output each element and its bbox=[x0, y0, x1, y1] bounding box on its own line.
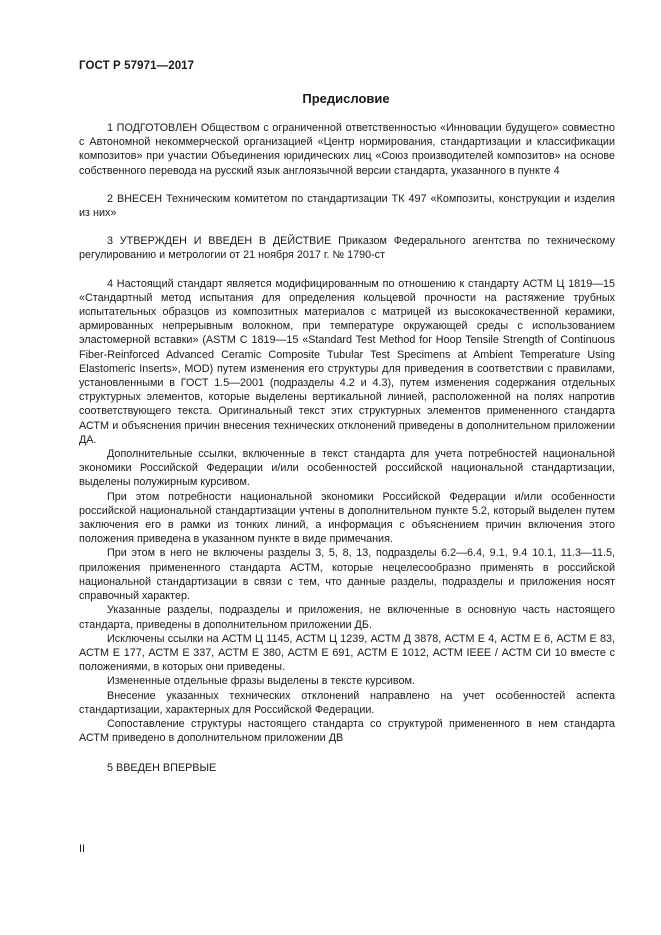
paragraph-national-needs: При этом потребности национальной экономики Российской Федерации и/или особенности российской национальной стандартизации учтены в дополнительном пункте 5.2, который выделен путем заключения его в рамки из тонких линий, а информация с объяснением причин включения этого положения приведена в указанном пункте в виде примечания. bbox=[79, 490, 615, 546]
paragraph-introduced-first: 5 ВВЕДЕН ВПЕРВЫЕ bbox=[107, 762, 217, 775]
paragraph-modification: 4 Настоящий стандарт является модифицированным по отношению к стандарту АСТМ Ц 1819—15 «Стандартный метод испытания для определения кольцевой прочности на растяжение трубных испытательных образцов из композитных материалов с матрицей из высококачественной керамики, армированных непрерывным волокном, при температуре окружающей среды с использованием эластомерной вставки» (ASTM C 1819—15 «Standard Test Method for Hoop Tensile Strength of Continuous Fiber-Reinforced Advanced Ceramic Composite Tubular Test Specimens at Ambient Temperature Using Elastomeric Inserts», MOD) путем изменения его структуры для приведения в соответствии с правилами, установленными в ГОСТ 1.5—2001 (подразделы 4.2 и 4.3), путем изменения содержания отдельных структурных элементов, которые выделены вертикальной линией, расположенной на полях напротив соответствующего текста. Оригинальный текст этих структурных элементов примененного стандарта АСТМ и объяснения причин внесения технических отклонений приведены в дополнительном приложении ДА. bbox=[79, 277, 615, 446]
paragraph-deviations-purpose: Внесение указанных технических отклонений направлено на учет особенностей аспекта стандартизации, характерных для Российской Федерации. bbox=[79, 689, 615, 716]
paragraph-approved: 3 УТВЕРЖДЕН И ВВЕДЕН В ДЕЙСТВИЕ Приказом Федерального агентства по техническому регулированию и метрологии от 21 ноября 2017 г. № 1790-ст bbox=[79, 235, 615, 262]
paragraph-excluded-sections: При этом в него не включены разделы 3, 5, 8, 13, подразделы 6.2—6.4, 9.1, 9.4 10.1, 11.3—11.5, приложения примененного стандарта АСТМ, которые нецелесообразно применять в российской национальной стандартизации в связи с тем, что данные разделы, подразделы и приложения носят справочный характер. bbox=[79, 547, 615, 603]
paragraph-structure-comparison: Сопоставление структуры настоящего стандарта со структурой примененного в нем стандарта АСТМ приведено в дополнительном приложении ДВ bbox=[79, 717, 615, 745]
foreword-body bbox=[79, 121, 615, 776]
paragraph-sections-appendix: Указанные разделы, подразделы и приложения, не включенные в основную часть настоящего стандарта, приведены в дополнительном приложении ДБ. bbox=[79, 604, 615, 631]
page-title: Предисловие bbox=[302, 91, 390, 106]
paragraph-prepared-by: 1 ПОДГОТОВЛЕН Обществом с ограниченной ответственностью «Инновации будущего» совместно с Автономной некоммерческой организацией «Центр нормирования, стандартизации и классификации композитов» при участии Объединения юридических лиц «Союз производителей композитов» на основе собственного перевода на русский язык англоязычной версии стандарта, указанного в пункте 4 bbox=[79, 122, 615, 177]
paragraph-excluded-references: Исключены ссылки на АСТМ Ц 1145, АСТМ Ц 1239, АСТМ Д 3878, АСТМ Е 4, АСТМ Е 6, АСТМ Е 83, АСТМ Е 177, АСТМ Е 337, АСТМ Е 380, АСТМ Е 691, АСТМ Е 1012, АСТМ IEEE / АСТМ СИ 10 вместе с положениями, в которых они приведены. bbox=[79, 632, 615, 674]
paragraph-changed-phrases: Измененные отдельные фразы выделены в тексте курсивом. bbox=[107, 675, 415, 688]
standard-id-header: ГОСТ Р 57971—2017 bbox=[79, 60, 195, 72]
paragraph-additional-references: Дополнительные ссылки, включенные в текст стандарта для учета потребностей национальной экономики Российской Федерации и/или особенностей российской национальной стандартизации, выделены полужирным курсивом. bbox=[79, 448, 615, 489]
paragraph-submitted-by: 2 ВНЕСЕН Техническим комитетом по стандартизации ТК 497 «Композиты, конструкции и изделия из них» bbox=[79, 192, 615, 220]
page-number: II bbox=[79, 843, 86, 855]
